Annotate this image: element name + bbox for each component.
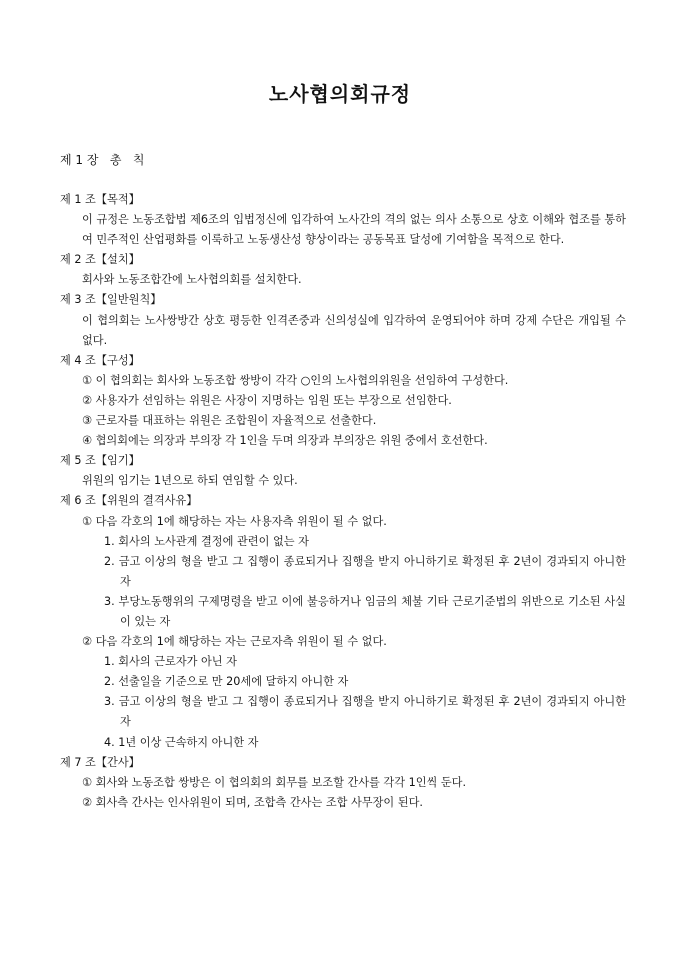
sub-item: 4. 1년 이상 근속하지 아니한 자: [104, 735, 259, 749]
article-text: 이 협의회는 노사쌍방간 상호 평등한 인격존중과 신의성실에 입각하여 운영되어야 하며 강제 수단은 개입될 수 없다.: [82, 313, 626, 347]
sub-item: 2. 선출일을 기준으로 만 20세에 달하지 아니한 자: [104, 675, 349, 689]
article-heading: 제 2 조【설치】: [60, 253, 140, 267]
article-heading: 제 6 조【위원의 결격사유】: [60, 494, 198, 508]
article-item: ② 사용자가 선임하는 위원은 사장이 지명하는 임원 또는 부장으로 선임한다.: [82, 393, 452, 407]
article-6: [60, 491, 626, 752]
article-item: ① 회사와 노동조합 쌍방은 이 협의회의 회무를 보조할 간사를 각각 1인씩 둔다.: [82, 775, 467, 789]
article-1: [60, 190, 626, 250]
article-item: ② 회사측 간사는 인사위원이 되며, 조합측 간사는 조합 사무장이 된다.: [82, 795, 423, 809]
article-7: [60, 753, 626, 813]
article-heading: 제 4 조【구성】: [60, 353, 140, 367]
article-heading: 제 5 조【임기】: [60, 454, 140, 468]
sub-item: 2. 금고 이상의 형을 받고 그 집행이 종료되거나 집행을 받지 아니하기로 확정된 후 2년이 경과되지 아니한 자: [104, 554, 626, 588]
article-heading: 제 1 조【목적】: [60, 193, 140, 206]
article-item: ① 다음 각호의 1에 해당하는 자는 사용자측 위원이 될 수 없다.: [82, 514, 387, 528]
article-heading: 제 3 조【일반원칙】: [60, 293, 162, 307]
article-item: ① 이 협의회는 회사와 노동조합 쌍방이 각각 ○인의 노사협의위원을 선임하여 구성한다.: [82, 373, 509, 387]
article-item: ④ 협의회에는 의장과 부의장 각 1인을 두며 의장과 부의장은 위원 중에서 호선한다.: [82, 434, 488, 448]
document-title: 노사협의회규정: [268, 82, 412, 106]
article-heading: 제 7 조【간사】: [60, 755, 140, 769]
sub-item: 3. 금고 이상의 형을 받고 그 집행이 종료되거나 집행을 받지 아니하기로 확정된 후 2년이 경과되지 아니한 자: [104, 695, 626, 729]
article-2: [60, 250, 626, 290]
article-5: [60, 451, 626, 491]
article-text: 위원의 임기는 1년으로 하되 연임할 수 있다.: [82, 474, 298, 488]
article-text: 이 규정은 노동조합법 제6조의 입법정신에 입각하여 노사간의 격의 없는 의사 소통으로 상호 이해와 협조를 통하여 민주적인 산업평화를 이룩하고 노동생산성 향상이라는 공동목표 달성에 기여함을 목적으로 한다.: [82, 213, 626, 247]
article-4: [60, 351, 626, 451]
article-item: ③ 근로자를 대표하는 위원은 조합원이 자율적으로 선출한다.: [82, 414, 377, 428]
sub-item: 1. 회사의 노사관계 결정에 관련이 없는 자: [104, 534, 309, 548]
sub-item: 3. 부당노동행위의 구제명령을 받고 이에 불응하거나 임금의 체불 기타 근로기준법의 위반으로 기소된 사실이 있는 자: [104, 594, 626, 628]
chapter-heading: 제 1 장 총 칙: [60, 153, 145, 167]
article-text: 회사와 노동조합간에 노사협의회를 설치한다.: [82, 273, 302, 287]
article-item: ② 다음 각호의 1에 해당하는 자는 근로자측 위원이 될 수 없다.: [82, 635, 387, 649]
document-body: [60, 190, 626, 813]
sub-item: 1. 회사의 근로자가 아닌 자: [104, 655, 237, 669]
article-3: [60, 290, 626, 350]
